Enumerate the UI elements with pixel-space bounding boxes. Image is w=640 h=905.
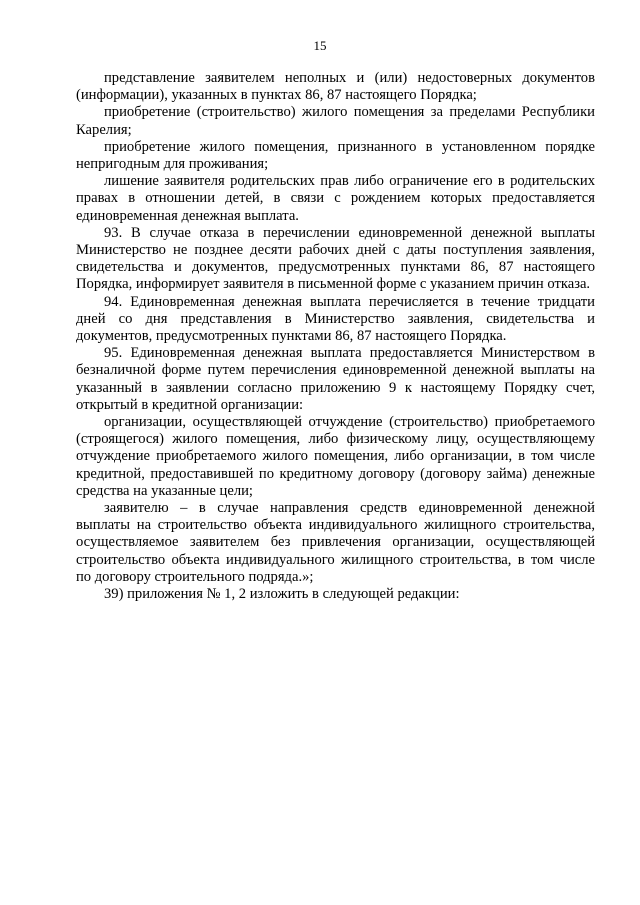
paragraph-parental-rights: лишение заявителя родительских прав либо ограничение его в родительских правах в отношении детей, в связи с рождением которых предоставляется единовременная денежная выплата. [76, 173, 595, 224]
paragraph-unfit-housing: приобретение жилого помещения, признанного в установленном порядке непригодным для проживания; [76, 138, 595, 173]
paragraph-organization-recipient: организации, осуществляющей отчуждение (строительство) приобретаемого (строящегося) жилого помещения, либо физическому лицу, осуществляющему отчуждение приобретаемого жилого помещения, либо организации, в том числе кредитной, предоставившей по кредитному договору (договору займа) денежные средства на указанные цели; [76, 414, 595, 499]
paragraph-item-39: 39) приложения № 1, 2 изложить в следующей редакции: [104, 586, 460, 603]
paragraph-95: 95. Единовременная денежная выплата предоставляется Министерством в безналичной форме путем перечисления единовременной денежной выплаты на указанный в заявлении согласно приложению 9 к настоящему Порядку счет, открытый в кредитной организации: [76, 345, 595, 413]
document-body [76, 70, 595, 603]
paragraph-93: 93. В случае отказа в перечислении единовременной денежной выплаты Министерство не позднее десяти рабочих дней с даты поступления заявления, свидетельства и документов, предусмотренных пунктами 86, 87 настоящего Порядка, информирует заявителя в письменной форме с указанием причин отказа. [76, 224, 595, 293]
paragraph-94: 94. Единовременная денежная выплата перечисляется в течение тридцати дней со дня представления в Министерство заявления, свидетельства и документов, предусмотренных пунктами 86, 87 настоящего Порядка. [76, 293, 595, 345]
paragraph-applicant-recipient: заявителю – в случае направления средств единовременной денежной выплаты на строительство объекта индивидуального жилищного строительства, осуществляемое заявителем без привлечения организации, осуществляющей строительство объекта индивидуального жилищного строительства, в том числе по договору строительного подряда.»; [76, 500, 595, 585]
page-number: 15 [313, 38, 327, 53]
paragraph-outside-karelia: приобретение (строительство) жилого помещения за пределами Республики Карелия; [76, 104, 595, 138]
paragraph-incomplete-documents: представление заявителем неполных и (или) недостоверных документов (информации), указанных в пунктах 86, 87 настоящего Порядка; [76, 70, 595, 104]
